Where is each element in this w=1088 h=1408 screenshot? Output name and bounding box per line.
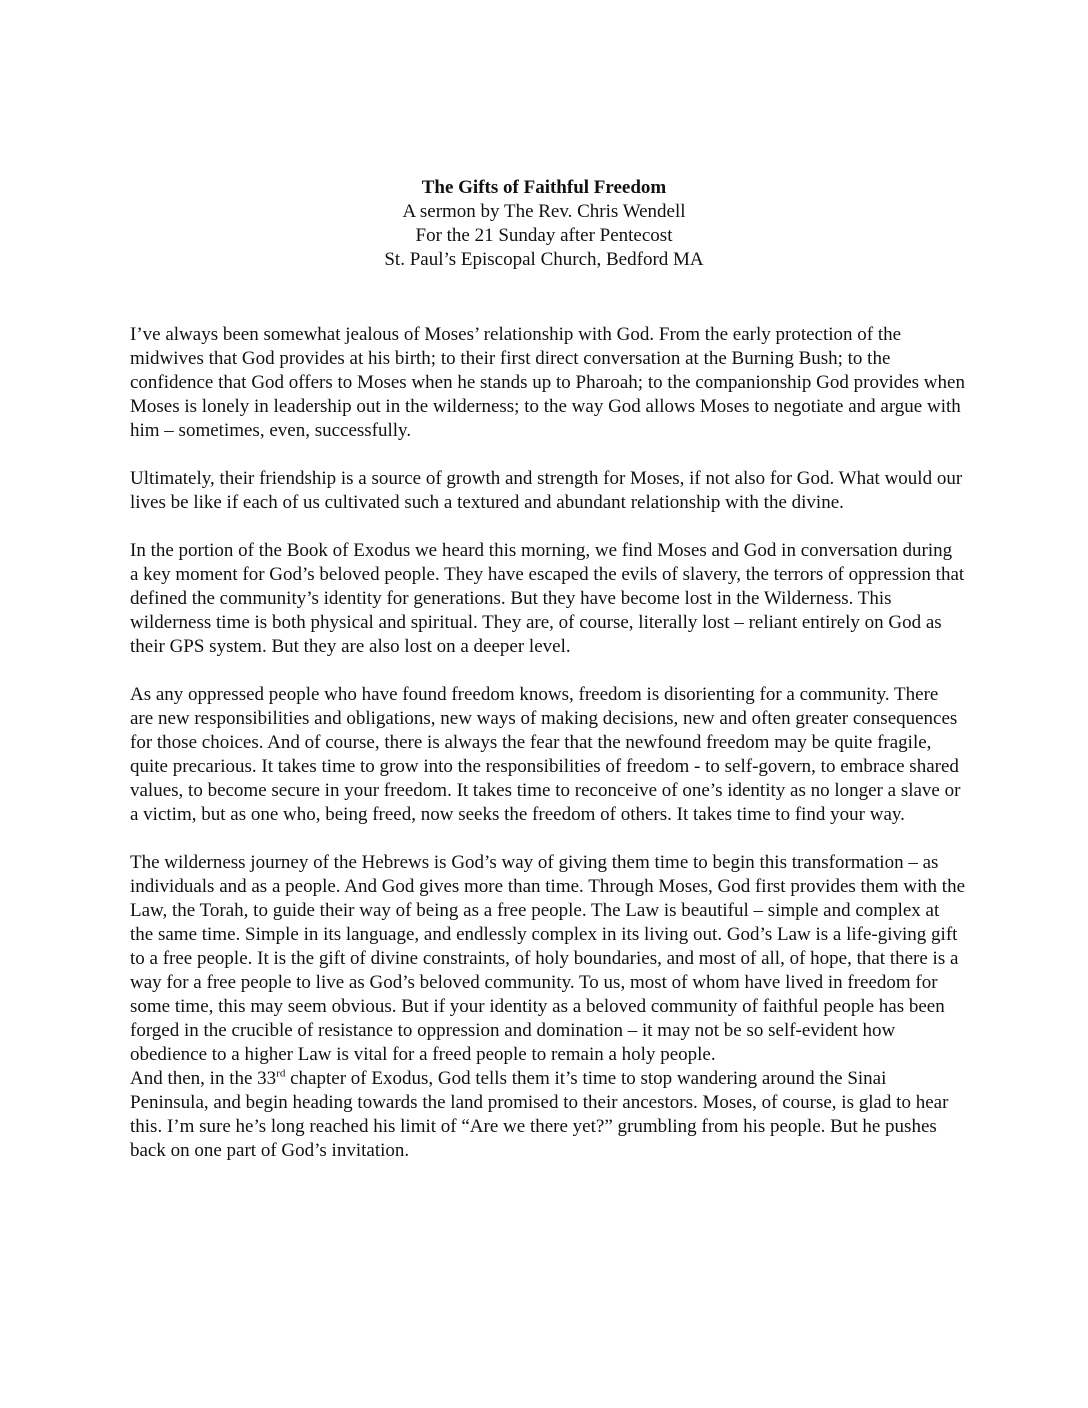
paragraph-5: The wilderness journey of the Hebrews is God’s way of giving them time to begin this transformation – as individuals and as a people. And God gives more than time. Through Moses, God first provides them with the Law, the Torah, to guide their way of being as a free people. The Law is beautiful – simple and complex at the same time. Simple in its language, and endlessly complex in its living out. God’s Law is a life-giving gift to a free people. It is the gift of divine constraints, of holy boundaries, and most of all, of hope, that there is a way for a free people to live as God’s beloved community. To us, most of whom have lived in freedom for some time, this may seem obvious. But if your identity as a beloved community of faithful people has been forged in the crucible of resistance to oppression and domination – it may not be so self-evident how obedience to a higher Law is vital for a freed people to remain a holy people. — [130, 852, 965, 1065]
sermon-title: The Gifts of Faithful Freedom — [421, 177, 667, 198]
sermon-header — [0, 176, 1088, 272]
paragraph-4: As any oppressed people who have found freedom knows, freedom is disorienting for a community. There are new responsibilities and obligations, new ways of making decisions, new and often greater consequences for those choices. And of course, there is always the fear that the newfound freedom may be quite fragile, quite precarious. It takes time to grow into the responsibilities of freedom - to self-govern, to embrace shared values, to become secure in your freedom. It takes time to reconceive of one’s identity as no longer a slave or a victim, but as one who, being freed, now seeks the freedom of others. It takes time to find your way. — [130, 684, 961, 825]
ordinal-suffix: rd — [276, 1067, 286, 1080]
sermon-church: St. Paul’s Episcopal Church, Bedford MA — [384, 249, 704, 270]
paragraph-3: In the portion of the Book of Exodus we heard this morning, we find Moses and God in conversation during a key moment for God’s beloved people. They have escaped the evils of slavery, the terrors of oppression that defined the community’s identity for generations. But they have become lost in the Wilderness. This wilderness time is both physical and spiritual. They are, of course, literally lost – reliant entirely on God as their GPS system. But they are also lost on a deeper level. — [130, 540, 965, 657]
sermon-byline: A sermon by The Rev. Chris Wendell — [402, 201, 686, 222]
sermon-occasion: For the 21 Sunday after Pentecost — [415, 225, 673, 246]
paragraph-6-start: And then, in the 33 — [130, 1068, 277, 1089]
paragraph-1: I’ve always been somewhat jealous of Moses’ relationship with God. From the early protection of the midwives that God provides at his birth; to their first direct conversation at the Burning Bush; to the confidence that God offers to Moses when he stands up to Pharoah; to the companionship God provides when Moses is lonely in leadership out in the wilderness; to the way God allows Moses to negotiate and argue with him – sometimes, even, successfully. — [130, 324, 965, 441]
sermon-body — [130, 323, 965, 1163]
paragraph-2: Ultimately, their friendship is a source of growth and strength for Moses, if not also for God. What would our lives be like if each of us cultivated such a textured and abundant relationship with the divine. — [130, 468, 963, 513]
paragraph-6-rest: chapter of Exodus, God tells them it’s time to stop wandering around the Sinai Peninsula, and begin heading towards the land promised to their ancestors. Moses, of course, is glad to hear this. I’m sure he’s long reached his limit of “Are we there yet?” grumbling from his people. But he pushes back on one part of God’s invitation. — [130, 1068, 949, 1161]
paragraph-6 — [130, 1067, 965, 1163]
